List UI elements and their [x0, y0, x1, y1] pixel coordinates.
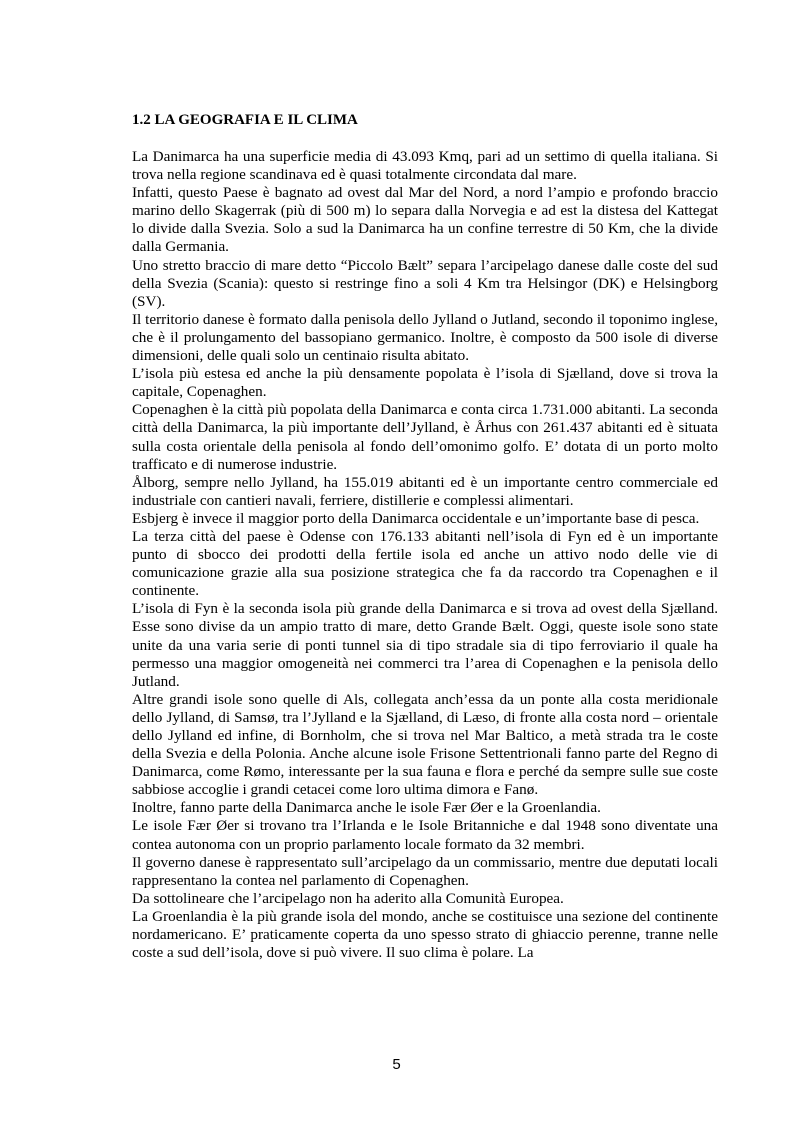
section-heading: 1.2 LA GEOGRAFIA E IL CLIMA — [132, 112, 358, 128]
paragraph-little-belt: Uno stretto braccio di mare detto “Piccolo Bælt” separa l’arcipelago danese dalle coste del sud della Svezia (Scania): questo si restringe fino a soli 4 Km tra Helsingor (DK) e Helsingborg (SV). — [132, 256, 718, 310]
paragraph-copenhagen: Copenaghen è la città più popolata della Danimarca e conta circa 1.731.000 abitanti. La seconda città della Danimarca, la più importante dell’Jylland, è Århus con 261.437 abitanti ed è situata sulla costa orientale della penisola al fondo dell’omonimo golfo. E’ dotata di un porto molto trafficato e di numerose industrie. — [132, 401, 718, 473]
paragraph-esbjerg: Esbjerg è invece il maggior porto della Danimarca occidentale e un’importante base di pesca. — [132, 509, 700, 527]
paragraph-sjaelland: L’isola più estesa ed anche la più densamente popolata è l’isola di Sjælland, dove si trova la capitale, Copenaghen. — [132, 365, 718, 401]
paragraph-faroe-government: Il governo danese è rappresentato sull’arcipelago da un commissario, mentre due deputati locali rappresentano la contea nel parlamento di Copenaghen. — [132, 853, 718, 889]
paragraph-borders: Infatti, questo Paese è bagnato ad ovest dal Mar del Nord, a nord l’ampio e profondo braccio marino dello Skagerrak (più di 500 m) lo separa dalla Norvegia e ad est la distesa del Kattegat lo divide dalla Svezia. Solo a sud la Danimarca ha un confine terrestre di 50 Km, che la divide dalla Germania. — [132, 184, 718, 256]
paragraph-area: La Danimarca ha una superficie media di 43.093 Kmq, pari ad un settimo di quella italiana. Si trova nella regione scandinava ed è quasi totalmente circondata dal mare. — [132, 148, 718, 184]
paragraph-greenland: La Groenlandia è la più grande isola del mondo, anche se costituisce una sezione del continente nordamericano. E’ praticamente coperta da uno spesso strato di ghiaccio perenne, tranne nelle coste a sud dell’isola, dove si può vivere. Il suo clima è polare. La — [132, 907, 718, 962]
paragraph-alborg: Ålborg, sempre nello Jylland, ha 155.019 abitanti ed è un importante centro commerciale ed industriale con cantieri navali, ferriere, distillerie e complessi alimentari. — [132, 473, 718, 509]
body-text — [132, 148, 718, 962]
paragraph-faroe-location: Le isole Fær Øer si trovano tra l’Irlanda e le Isole Britanniche e dal 1948 sono diventate una contea autonoma con un proprio parlamento locale formato da 32 membri. — [132, 817, 718, 853]
paragraph-faroe-greenland: Inoltre, fanno parte della Danimarca anche le isole Fær Øer e la Groenlandia. — [132, 799, 601, 817]
paragraph-territory: Il territorio danese è formato dalla penisola dello Jylland o Jutland, secondo il toponimo inglese, che è il prolungamento del bassopiano germanico. Inoltre, è composto da 500 isole di diverse dimensioni, delle quali solo un centinaio risulta abitato. — [132, 310, 718, 365]
paragraph-fyn: L’isola di Fyn è la seconda isola più grande della Danimarca e si trova ad ovest della Sjælland. Esse sono divise da un ampio tratto di mare, detto Grande Bælt. Oggi, queste isole sono state unite da una varia serie di ponti tunnel sia di tipo stradale sia di tipo ferroviario il quale ha permesso una maggior omogeneità nei commerci tra l’area di Copenaghen e la penisola dello Jutland. — [132, 600, 718, 690]
page-number: 5 — [392, 1056, 401, 1073]
paragraph-faroe-eu: Da sottolineare che l’arcipelago non ha aderito alla Comunità Europea. — [132, 889, 564, 907]
paragraph-other-islands: Altre grandi isole sono quelle di Als, collegata anch’essa da un ponte alla costa meridionale dello Jylland, di Samsø, tra l’Jylland e la Sjælland, di Læso, di fronte alla costa nord – orientale dello Jylland ed infine, di Bornholm, che si trova nel Mar Baltico, a metà strada tra le coste della Svezia e della Polonia. Anche alcune isole Frisone Settentrionali fanno parte del Regno di Danimarca, come Rømo, interessante per la sua fauna e flora e perché da sempre sulle sue coste sabbiose accoglie i grandi cetacei come loro ultima dimora e Fanø. — [132, 690, 718, 799]
paragraph-odense: La terza città del paese è Odense con 176.133 abitanti nell’isola di Fyn ed è un importante punto di sbocco dei prodotti della fertile isola ed anche un attivo nodo delle vie di comunicazione grazie alla sua posizione strategica che fa da raccordo tra Copenaghen e il continente. — [132, 527, 718, 600]
